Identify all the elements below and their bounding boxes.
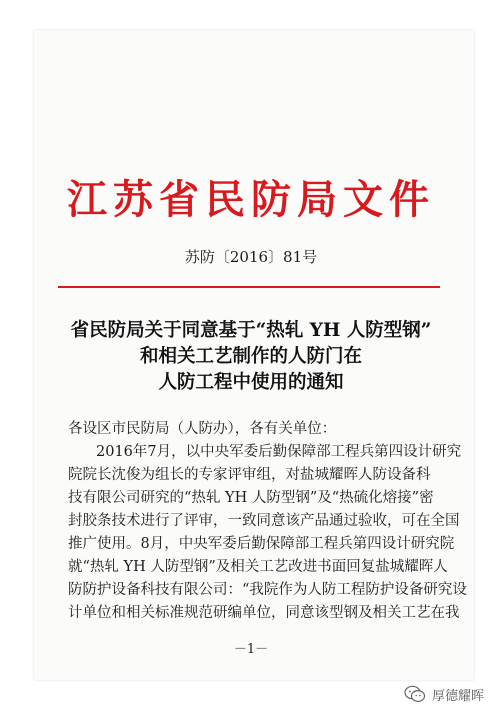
body-line: 防防护设备科技有限公司：“我院作为人防工程防护设备研究设 — [68, 582, 467, 598]
header-title: 江苏省民防局文件 — [67, 176, 435, 223]
body-text — [68, 418, 467, 625]
title-line-2: 和相关工艺制作的人防门在 — [139, 346, 362, 367]
title-line-3: 人防工程中使用的通知 — [158, 372, 344, 393]
body-line: 院院长沈俊为组长的专家评审组，对盐城耀晖人防设备科 — [68, 467, 431, 483]
wechat-icon — [404, 685, 426, 703]
body-line: 技有限公司研究的“热轧 YH 人防型钢”及“热硫化熔接”密 — [68, 490, 434, 506]
watermark-text: 厚德耀晖 — [431, 688, 484, 704]
body-line: 封胶条技术进行了评审，一致同意该产品通过验收，可在全国 — [68, 513, 460, 529]
notice-title — [0, 318, 502, 396]
title-line-1: 省民防局关于同意基于“热轧 YH 人防型钢” — [70, 320, 432, 341]
watermark — [404, 684, 484, 704]
body-line: 计单位和相关标准规范研编单位，同意该型钢及相关工艺在我 — [68, 605, 460, 621]
body-line: 推广使用。8月，中央军委后勤保障部工程兵第四设计研究院 — [68, 536, 455, 552]
page-number: －1－ — [233, 642, 269, 657]
red-divider — [58, 286, 440, 288]
body-line: 就“热轧 YH 人防型钢”及相关工艺改进书面回复盐城耀晖人 — [68, 559, 448, 575]
salutation: 各设区市民防局（人防办），各有关单位： — [68, 421, 337, 437]
document-number: 苏防〔2016〕81号 — [184, 248, 318, 266]
body-line: 2016年7月，以中央军委后勤保障部工程兵第四设计研究 — [96, 444, 462, 460]
